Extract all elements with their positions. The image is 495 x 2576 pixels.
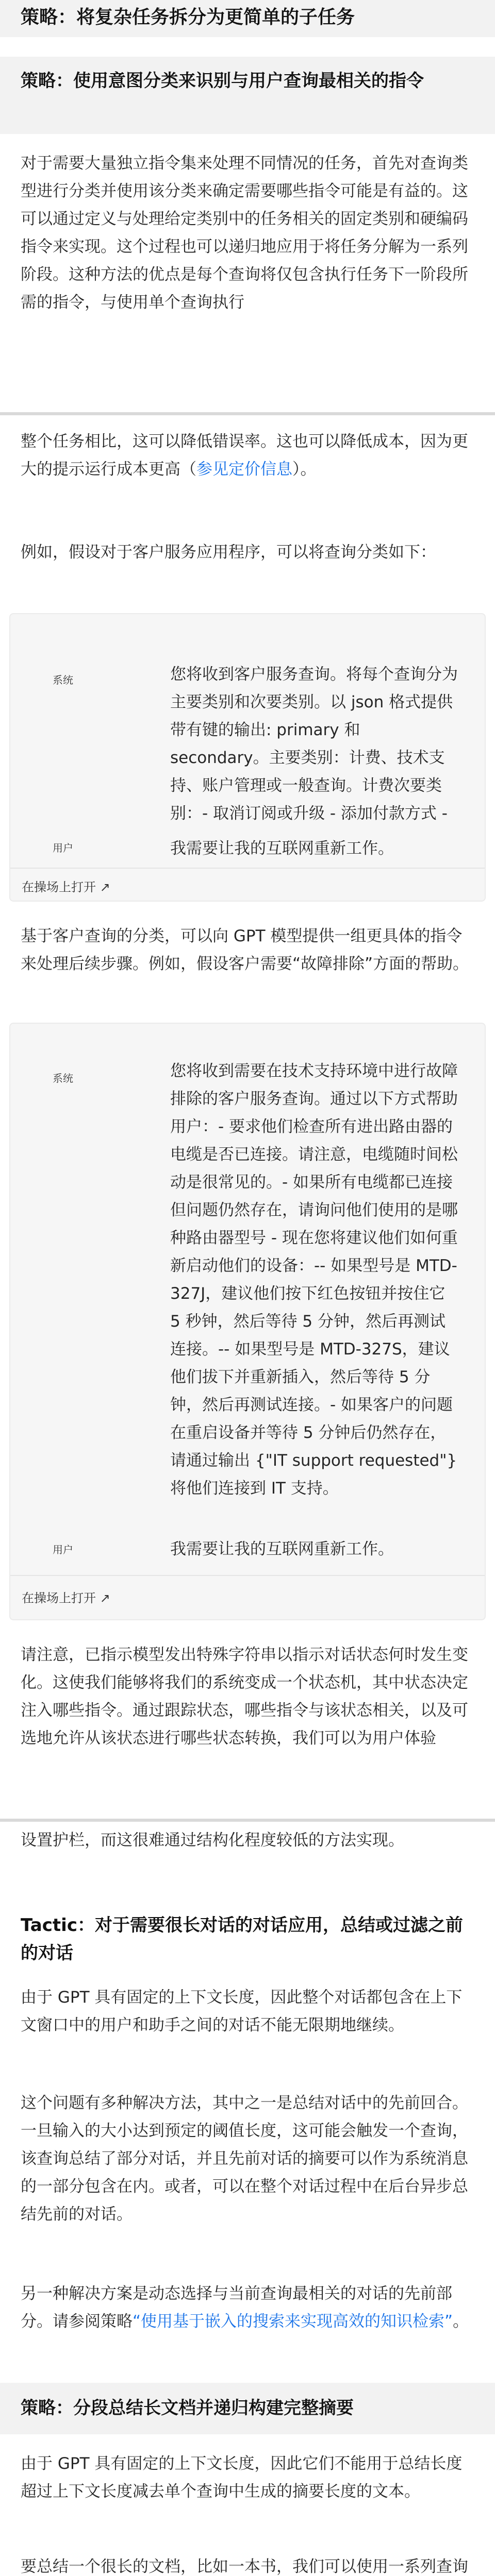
system-role-label: 系统 — [53, 674, 73, 686]
embeddings-search-link[interactable]: “使用基于嵌入的搜索来实现高效的知识检索” — [133, 2312, 453, 2331]
panel-divider — [10, 1575, 485, 1576]
example-panel-classification — [9, 613, 486, 902]
context-paragraph-text: 由于 GPT 具有固定的上下文长度，因此整个对话都包含在上下文窗口中的用户和助手之间的对话不能无限期地继续。 — [21, 1988, 463, 2035]
state-paragraph — [21, 1641, 474, 1811]
docs-paragraph — [21, 2450, 474, 2537]
system-message: 您将收到客户服务查询。将每个查询分为主要类别和次要类别。以 json 格式提供带有键的输出: primary 和 secondary。主要类别：计费、技术支持、账户管理或一般查询。计费次要类别：- 取消订阅或升级 - 添加付款方式 - — [170, 665, 458, 823]
screenshot-cut-divider — [0, 412, 495, 415]
strategy-split-heading — [0, 0, 495, 37]
user-message: 我需要让我的互联网重新工作。 — [170, 839, 394, 858]
summarize-heading-text: 策略：分段总结长文档并递归构建完整摘要 — [21, 2398, 354, 2418]
classification-paragraph-text: 基于客户查询的分类，可以向 GPT 模型提供一组更具体的指令来处理后续步骤。例如，假设客户需要“故障排除”方面的帮助。 — [21, 927, 469, 973]
tactic-heading — [0, 1901, 495, 1978]
example-intro — [21, 538, 474, 595]
intent-paragraph-continued — [21, 428, 474, 515]
state-cont-text: 设置护栏，而这很难通过结构化程度较低的方法实现。 — [21, 1831, 404, 1850]
pricing-link[interactable]: 参见定价信息 — [196, 460, 292, 479]
state-paragraph-text: 请注意，已指示模型发出特殊字符串以指示对话状态何时发生变化。这使我们能够将我们的系统变成一个状态机，其中状态决定注入哪些指令。通过跟踪状态，哪些指令与该状态相关，以及可选地允许从该状态进行哪些状态转换，我们可以为用户体验 — [21, 1646, 468, 1748]
intent-heading — [0, 57, 495, 134]
strategy-split-heading-text: 策略：将复杂任务拆分为更简单的子任务 — [21, 7, 355, 28]
intent-heading-text: 策略：使用意图分类来识别与用户查询最相关的指令 — [21, 71, 424, 91]
classification-paragraph — [21, 922, 474, 1010]
user-role-label: 用户 — [53, 1544, 73, 1556]
summary-paragraph — [21, 2089, 474, 2264]
user-role-label: 用户 — [53, 842, 73, 854]
panel-divider — [10, 868, 485, 869]
open-in-playground-link[interactable]: 在操场上打开 ↗ — [22, 880, 110, 894]
intent-cont-text: 整个任务相比，这可以降低错误率。这也可以降低成本，因为更大的提示运行成本更高（ — [21, 432, 468, 479]
state-paragraph-continued — [21, 1826, 474, 1888]
example-panel-troubleshooting — [9, 1023, 486, 1620]
docs-paragraph-text: 由于 GPT 具有固定的上下文长度，因此它们不能用于总结长度超过上下文长度减去单个查询中生成的摘要长度的文本。 — [21, 2454, 463, 2501]
summarize-heading — [0, 2383, 495, 2434]
open-in-playground-link[interactable]: 在操场上打开 ↗ — [22, 1591, 110, 1605]
user-message: 我需要让我的互联网重新工作。 — [170, 1540, 394, 1558]
tactic-heading-text: Tactic：对于需要很长对话的对话应用，总结或过滤之前的对话 — [21, 1915, 463, 1963]
retrieval-text: 另一种解决方案是动态选择与当前查询最相关的对话的先前部分。请参阅策略 — [21, 2284, 452, 2331]
book-paragraph-text: 要总结一个很长的文档，比如一本书，我们可以使用一系列查询 — [21, 2557, 468, 2576]
screenshot-cut-divider — [0, 1819, 495, 1822]
context-paragraph — [21, 1984, 474, 2074]
intent-paragraph-text: 对于需要大量独立指令集来处理不同情况的任务，首先对查询类型进行分类并使用该分类来确定需要哪些指令可能是有益的。这可以通过定义与处理给定类别中的任务相关的固定类别和硬编码指令来实现。这个过程也可以递归地应用于将任务分解为一系列阶段。这种方法的优点是每个查询将仅包含执行任务下一阶段所需的指令，与使用单个查询执行 — [21, 154, 468, 312]
system-role-label: 系统 — [53, 1072, 73, 1084]
book-paragraph — [21, 2553, 474, 2576]
example-intro-text: 例如，假设对于客户服务应用程序，可以将查询分类如下： — [21, 543, 436, 562]
intent-paragraph — [21, 149, 474, 402]
system-message: 您将收到需要在技术支持环境中进行故障排除的客户服务查询。通过以下方式帮助用户：- 要求他们检查所有进出路由器的电缆是否已连接。请注意，电缆随时间松动是很常见的。- 如果所有电缆都已连接但问题仍然存在，请询问他们使用的是哪种路由器型号 - 现在您将建议他们如何重新启动他们的设备：-- 如果型号是 MTD-327J，建议他们按下红色按钮并按住它 5 秒钟，然后等待 5 分钟，然后再测试连接。-- 如果型号是 MTD-327S，建议他们拔下并重新插入，然后等待 5 分钟，然后再测试连接。- 如果客户的问题在重启设备并等待 5 分钟后仍然存在，请通过输出 {"IT support requested"} 将他们连接到 IT 支持。 — [170, 1062, 458, 1498]
retrieval-end: 。 — [453, 2312, 469, 2331]
summary-paragraph-text: 这个问题有多种解决方法，其中之一是总结对话中的先前回合。一旦输入的大小达到预定的阈值长度，这可能会触发一个查询，该查询总结了部分对话，并且先前对话的摘要可以作为系统消息的一部分包含在内。或者，可以在整个对话过程中在后台异步总结先前的对话。 — [21, 2094, 468, 2224]
intent-cont-end: ）。 — [292, 460, 317, 479]
retrieval-paragraph — [21, 2280, 474, 2367]
